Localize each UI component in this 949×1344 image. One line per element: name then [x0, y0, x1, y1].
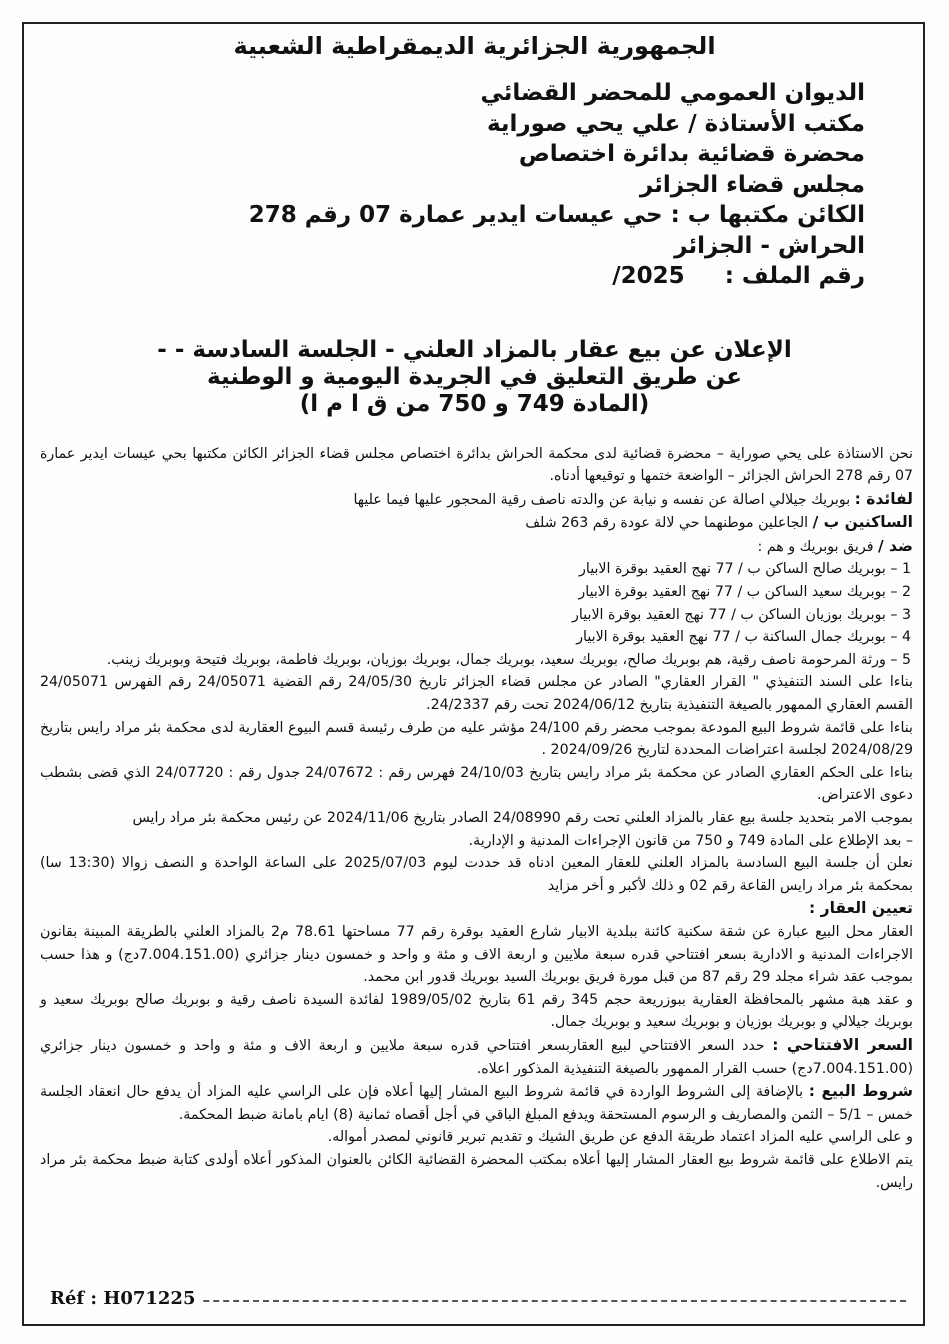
list-item: 4 – بوبريك جمال الساكنة ب / 77 نهج العقيد بوقرة الابيار — [576, 629, 911, 646]
title-line-2: عن طريق التعليق في الجريدة اليومية و الوطنية — [207, 363, 742, 390]
header-line-court: مجلس قضاء الجزائر — [639, 171, 865, 198]
payment-paragraph: و على الراسي عليه المزاد اعتماد طريقة الدفع عن طريق الشيك و تقديم تبرير قانوني لمصدر أمواله. — [327, 1129, 913, 1146]
list-item: 2 – بوبريك سعيد الساكن ب / 77 نهج العقيد بوقرة الابيار — [578, 584, 911, 601]
reference-number: Réf : H071225 — [44, 1288, 202, 1309]
property-paragraph: العقار محل البيع عبارة عن شقة سكنية كائنة ببلدية الابيار شارع العقيد بوقرة رقم 77 مساحتها 78.61 م2 بالمزاد العلني بالطريقة المبينة بقانون الاجراءات المدنية و الادارية بسعر افتتاحي قدره سبعة ملايين و اربعة الاف و مئة و واحد و خمسون دينار جزائري (7.004.151.00دج) و هذا حسب بموجب عقد شراء مجلد 29 رقم 87 من قبل مورة فريق بوبريك السيد بوبريك قدور ابن محمد. — [40, 923, 914, 986]
executive-title-paragraph: بناءا على السند التنفيذي " القرار العقاري" الصادر عن مجلس قضاء الجزائر تاريخ 24/05/30 رقم القضية 24/05071 رقم الفهرس 24/05071 القسم العقاري الممهور بالصيغة التنفيذية بتاريخ 2024/06/12 تحت رقم 24/2337. — [40, 674, 913, 714]
document — [36, 30, 913, 1194]
sale-terms-text: بالإضافة إلى الشروط الواردة في قائمة شروط البيع المشار إليها أعلاه فإن على الراسي عليه المزاد أن يدفع حال انعقاد الجلسة خمس – 5/1 – الثمن والمصاريف و الرسوم المستحقة ويدفع المبلغ الباقي في أجل أقصاه ثمانية (8) ايام بامانة ضبط المحكمة. — [40, 1084, 913, 1123]
header-line-jurisdiction: محضرة قضائية بدائرة اختصاص — [518, 141, 865, 167]
intro-paragraph: نحن الاستاذة على يحي صوراية – محضرة قضائية لدى محكمة الحراش بدائرة اختصاص مجلس قضاء الجزائر الكائن مكتبها بحي عيسات ايدير عمارة 07 رقم 278 الحراش الجزائر – الواضعة ختمها و توقيعها أدناه. — [40, 445, 913, 485]
header-line-file-number: رقم الملف : 2025/ — [612, 263, 865, 289]
gift-deed-paragraph: و عقد هبة مشهر بالمحافظة العقارية ببوزريعة حجم 345 رقم 61 بتاريخ 1989/05/02 لفائدة السيدة ناصف رقية و بوبريك صالح بوبريك سعيد و بوبريك جيلالي و بوبريك بوزيان و بوبريك سعيد و بوبريك جمال. — [40, 991, 913, 1031]
header-line-city: الحراش - الجزائر — [674, 232, 865, 259]
beneficiary-label: لفائدة : — [854, 489, 913, 508]
title-line-1: الإعلان عن بيع عقار بالمزاد العلني - الجلسة السادسة - - — [157, 336, 792, 363]
inspection-paragraph: يتم الاطلاع على قائمة شروط بيع العقار المشار إليها أعلاه بمكتب المحضرة القضائية الكائن بالعنوان المذكور أعلاه أولدى كتابة ضبط محكمة بئر مراد رايس. — [40, 1151, 913, 1191]
list-item: 1 – بوبريك صالح الساكن ب / 77 نهج العقيد بوقرة الابيار — [579, 561, 911, 578]
opening-price-text: حدد السعر الافتتاحي لبيع العقاربسعر افتتاحي قدره سبعة ملايين و اربعة الاف و مئة و واحد و خمسون دينار جزائري (7.004.151.00دج) حسب القرار الممهور بالصيغة التنفيذية المذكور اعلاه. — [40, 1037, 913, 1077]
header-line-address: الكائن مكتبها ب : حي عيسات ايدير عمارة 07 رقم 278 — [248, 202, 865, 228]
defendants-list — [40, 558, 913, 671]
residents-label: الساكنين ب / — [812, 513, 913, 532]
republic-heading: الجمهورية الجزائرية الديمقراطية الشعبية — [233, 32, 716, 60]
property-label: تعيين العقار : — [809, 899, 913, 918]
against-label: ضد / — [878, 536, 913, 555]
against-text: فريق بوبريك و هم : — [757, 538, 878, 555]
sale-terms-paragraph — [40, 1080, 913, 1126]
title-line-3: (المادة 749 و 750 من ق ا م ا) — [299, 390, 650, 417]
header-line-office: الديوان العمومي للمحضر القضائي — [480, 80, 865, 106]
articles-paragraph: – بعد الإطلاع على المادة 749 و 750 من قانون الإجراءات المدنية و الإدارية. — [468, 832, 913, 849]
against-line — [40, 535, 913, 559]
residents-line — [40, 511, 913, 535]
judgment-paragraph: بناءا على الحكم العقاري الصادر عن محكمة بئر مراد رايس بتاريخ 24/10/03 فهرس رقم : 24/07672 جدول رقم : 24/07720 الذي قضى بشطب دعوى الاعتراض. — [40, 764, 913, 804]
list-item: 5 – ورثة المرحومة ناصف رقية، هم بوبريك صالح، بوبريك سعيد، بوبريك جمال، بوبريك بوزيان، بوبريك فاطمة، بوبريك فتيحة وبوبريك زينب. — [106, 651, 911, 668]
sale-conditions-paragraph: بناءا على قائمة شروط البيع المودعة بموجب محضر رقم 24/100 مؤشر عليه من طرف رئيسة قسم البيوع العقارية لدى محكمة بئر مراد رايس بتاريخ 2024/08/29 لجلسة اعتراضات المحددة لتاريخ 2024/09/26 . — [40, 719, 914, 759]
announcement-title — [36, 337, 913, 418]
beneficiary-line — [40, 488, 913, 512]
opening-price-label: السعر الافتتاحي : — [772, 1035, 913, 1054]
order-paragraph: بموجب الامر بتحديد جلسة بيع عقار بالمزاد العلني تحت رقم 24/08990 الصادر بتاريخ 2024/11/06 عن رئيس محكمة بئر مراد رايس — [132, 810, 913, 826]
property-heading — [40, 897, 913, 921]
header-line-bailiff: مكتب الأستاذة / علي يحي صوراية — [486, 110, 865, 137]
sale-terms-label: شروط البيع : — [808, 1082, 913, 1101]
opening-price-paragraph — [40, 1034, 913, 1080]
session-announcement-paragraph: نعلن أن جلسة البيع السادسة بالمزاد العلني للعقار المعين ادناه قد حددت ليوم 2025/07/03 على الساعة الواحدة و النصف زوالا (13:30 سا) بمحكمة بئر مراد رايس القاعة رقم 02 و ذلك لأكبر و أخر مزايد — [40, 855, 913, 894]
list-item: 3 – بوبريك بوزيان الساكن ب / 77 نهج العقيد بوقرة الابيار — [572, 606, 911, 623]
bailiff-header — [36, 78, 913, 292]
residents-text: الجاعلين موطنهما حي لالة عودة رقم 263 شلف — [525, 515, 813, 532]
beneficiary-text: بوبريك جيلالي اصالة عن نفسه و نيابة عن والدته ناصف رقية المحجور عليها فيما عليها — [353, 491, 855, 508]
announcement-body — [36, 443, 913, 1195]
